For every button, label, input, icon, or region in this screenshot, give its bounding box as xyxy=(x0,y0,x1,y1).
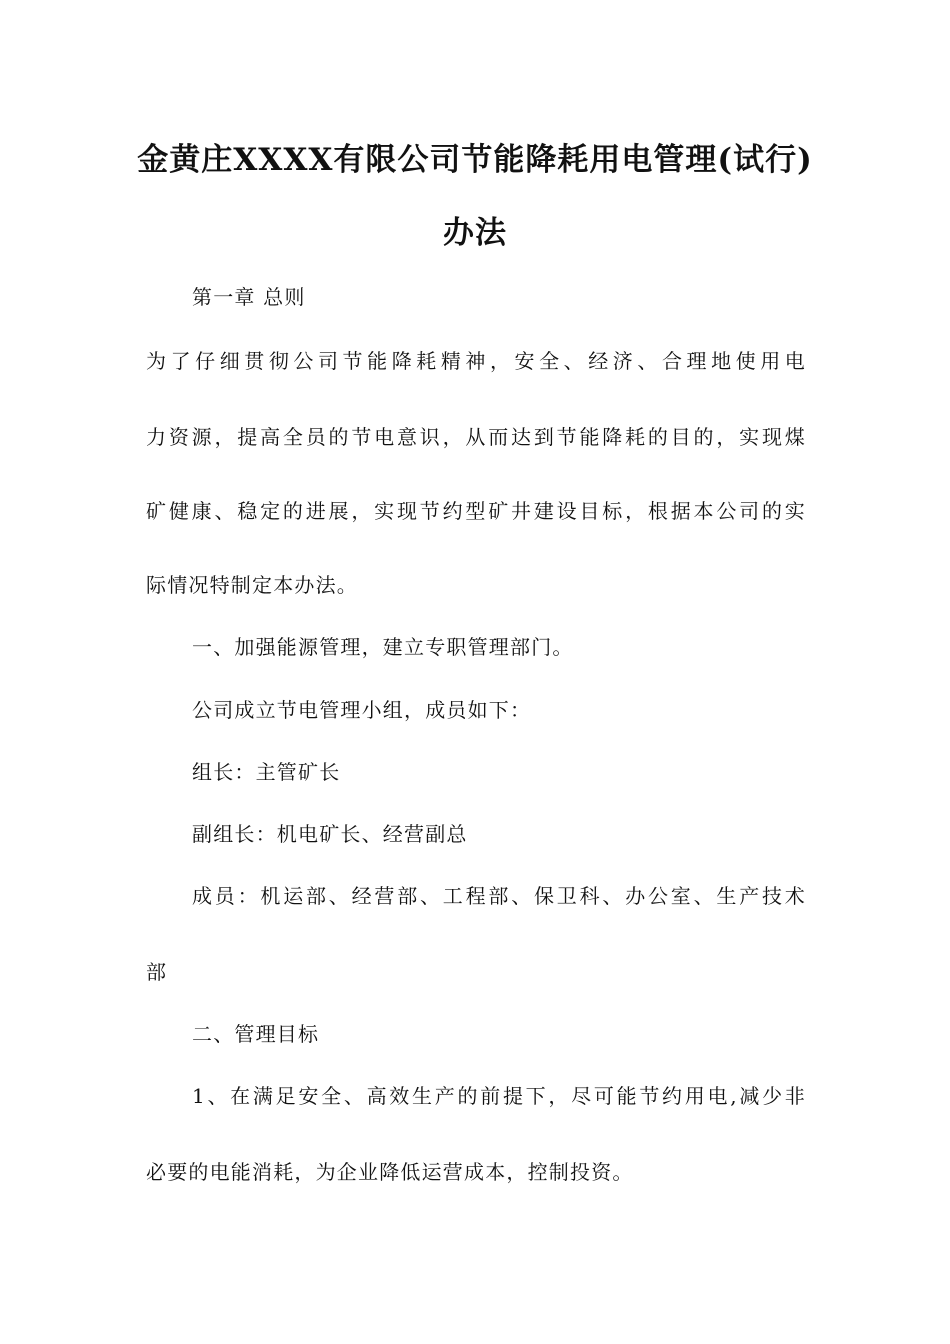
paragraph-line: 1、在满足安全、高效生产的前提下，尽可能节约用电,减少非 xyxy=(192,1084,806,1108)
section-heading: 一、加强能源管理，建立专职管理部门。 xyxy=(192,635,574,659)
paragraph-line: 公司成立节电管理小组，成员如下： xyxy=(192,698,532,722)
paragraph-line: 成员：机运部、经营部、工程部、保卫科、办公室、生产技术 xyxy=(192,884,806,908)
paragraph-line: 副组长：机电矿长、经营副总 xyxy=(192,822,468,846)
paragraph-line: 必要的电能消耗，为企业降低运营成本，控制投资。 xyxy=(146,1160,634,1184)
document-title-line-2: 办法 xyxy=(443,215,507,251)
paragraph-line: 部 xyxy=(146,960,168,984)
section-heading: 二、管理目标 xyxy=(192,1022,320,1046)
paragraph-line: 矿健康、稳定的进展，实现节约型矿井建设目标，根据本公司的实 xyxy=(146,499,806,523)
paragraph-line: 组长：主管矿长 xyxy=(192,760,341,784)
paragraph-line: 际情况特制定本办法。 xyxy=(146,573,358,597)
chapter-heading: 第一章 总则 xyxy=(192,285,306,309)
document-title-line-1: 金黄庄XXXX有限公司节能降耗用电管理(试行) xyxy=(137,142,813,178)
paragraph-line: 为了仔细贯彻公司节能降耗精神，安全、经济、合理地使用电 xyxy=(146,349,806,373)
paragraph-line: 力资源，提高全员的节电意识，从而达到节能降耗的目的，实现煤 xyxy=(146,425,806,449)
